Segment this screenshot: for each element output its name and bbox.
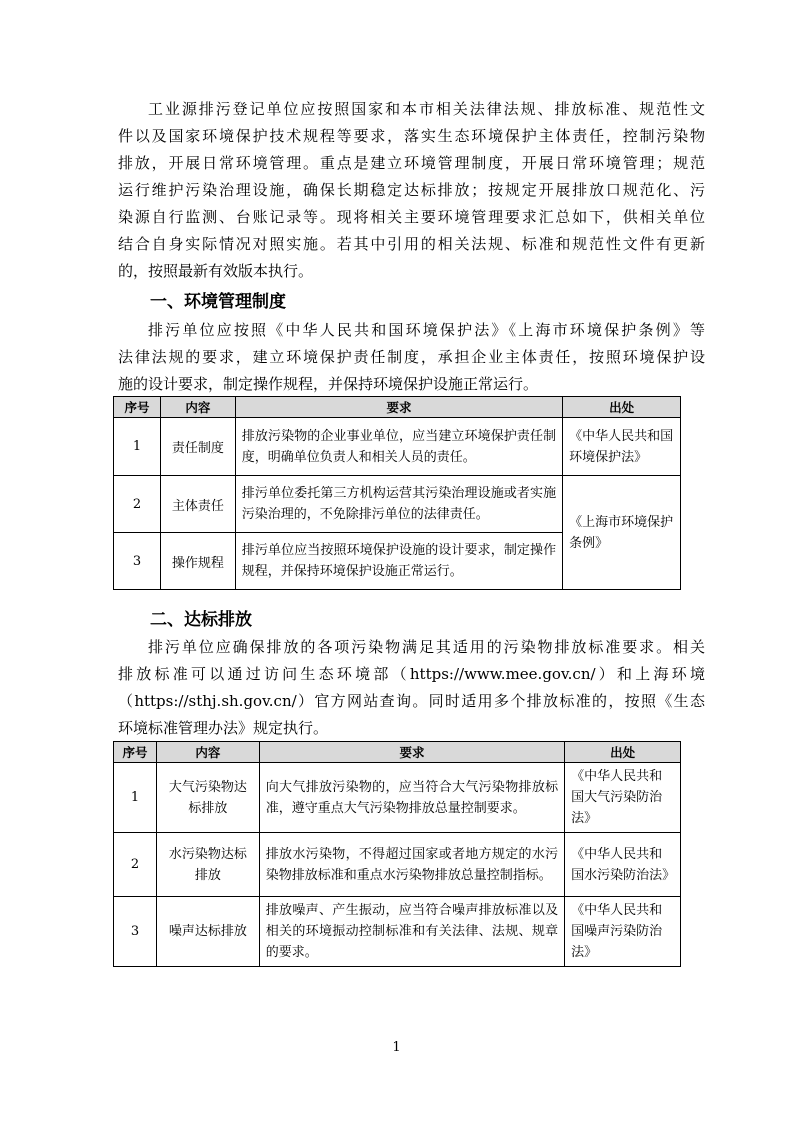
section2-line: 排放标准可以通过访问生态环境部（https://www.mee.gov.cn/）和上海环境 (118, 665, 705, 683)
row-source: 《中华人民共和国环境保护法》 (563, 418, 681, 476)
table-compliant-discharge (113, 741, 681, 967)
row-source: 《中华人民共和国噪声污染防治法》 (565, 897, 681, 967)
header-source: 出处 (563, 397, 681, 418)
intro-paragraph (118, 96, 705, 285)
row-requirement: 排放污染物的企业事业单位，应当建立环境保护责任制度，明确单位负责人和相关人员的责任。 (235, 418, 562, 476)
intro-line: 件以及国家环境保护技术规程等要求，落实生态环境保护主体责任，控制污染物 (118, 127, 705, 145)
row-content: 大气污染物达标排放 (156, 763, 259, 833)
intro-line: 运行维护污染治理设施，确保长期稳定达标排放；按规定开展排放口规范化、污 (118, 181, 705, 199)
table-row (114, 763, 681, 833)
row-content: 操作规程 (160, 533, 235, 590)
table-header-row (114, 397, 681, 418)
header-content: 内容 (156, 742, 259, 763)
row-requirement: 排放噪声、产生振动，应当符合噪声排放标准以及相关的环境振动控制标准和有关法律、法规、规章的要求。 (259, 897, 564, 967)
row-requirement: 排放水污染物，不得超过国家或者地方规定的水污染物排放标准和重点水污染物排放总量控制指标。 (259, 833, 564, 897)
header-source: 出处 (565, 742, 681, 763)
section2-line: 排污单位应确保排放的各项污染物满足其适用的污染物排放标准要求。相关 (148, 638, 705, 656)
section1-paragraph (118, 317, 705, 398)
intro-line: 结合自身实际情况对照实施。若其中引用的相关法规、标准和规范性文件有更新 (118, 235, 705, 253)
header-no: 序号 (114, 742, 157, 763)
page-number: 1 (392, 1040, 401, 1055)
row-no: 1 (114, 418, 161, 476)
row-source: 《中华人民共和国大气污染防治法》 (565, 763, 681, 833)
table-management-system (113, 396, 681, 590)
row-requirement: 排污单位应当按照环境保护设施的设计要求，制定操作规程，并保持环境保护设施正常运行。 (235, 533, 562, 590)
table-header-row (114, 742, 681, 763)
section2-heading: 二、达标排放 (150, 610, 252, 630)
row-content: 责任制度 (160, 418, 235, 476)
section1-line: 法律法规的要求，建立环境保护责任制度，承担企业主体责任，按照环境保护设 (118, 348, 705, 366)
row-content: 水污染物达标排放 (156, 833, 259, 897)
intro-line: 染源自行监测、台账记录等。现将相关主要环境管理要求汇总如下，供相关单位 (118, 208, 705, 226)
row-content: 噪声达标排放 (156, 897, 259, 967)
row-no: 1 (114, 763, 157, 833)
row-content: 主体责任 (160, 476, 235, 533)
row-source: 《上海市环境保护条例》 (563, 476, 681, 590)
section2-paragraph (118, 634, 705, 742)
table-row (114, 476, 681, 533)
intro-line: 排放，开展日常环境管理。重点是建立环境管理制度，开展日常环境管理；规范 (118, 154, 705, 172)
section2-line: （https://sthj.sh.gov.cn/）官方网站查询。同时适用多个排放标准的，按照《生态 (118, 692, 705, 710)
row-no: 2 (114, 476, 161, 533)
table-row (114, 833, 681, 897)
header-requirement: 要求 (235, 397, 562, 418)
header-no: 序号 (114, 397, 161, 418)
section2-line: 环境标准管理办法》规定执行。 (118, 719, 329, 737)
header-content: 内容 (160, 397, 235, 418)
row-no: 2 (114, 833, 157, 897)
intro-line: 工业源排污登记单位应按照国家和本市相关法律法规、排放标准、规范性文 (148, 100, 705, 118)
intro-line: 的，按照最新有效版本执行。 (118, 262, 314, 280)
section1-heading: 一、环境管理制度 (150, 292, 286, 312)
header-requirement: 要求 (259, 742, 564, 763)
row-requirement: 向大气排放污染物的，应当符合大气污染物排放标准，遵守重点大气污染物排放总量控制要求。 (259, 763, 564, 833)
row-no: 3 (114, 533, 161, 590)
row-requirement: 排污单位委托第三方机构运营其污染治理设施或者实施污染治理的，不免除排污单位的法律责任。 (235, 476, 562, 533)
row-source: 《中华人民共和国水污染防治法》 (565, 833, 681, 897)
table-row (114, 418, 681, 476)
table-row (114, 897, 681, 967)
row-no: 3 (114, 897, 157, 967)
section1-line: 排污单位应按照《中华人民共和国环境保护法》《上海市环境保护条例》等 (148, 321, 705, 339)
section1-line: 施的设计要求，制定操作规程，并保持环境保护设施正常运行。 (118, 375, 539, 393)
